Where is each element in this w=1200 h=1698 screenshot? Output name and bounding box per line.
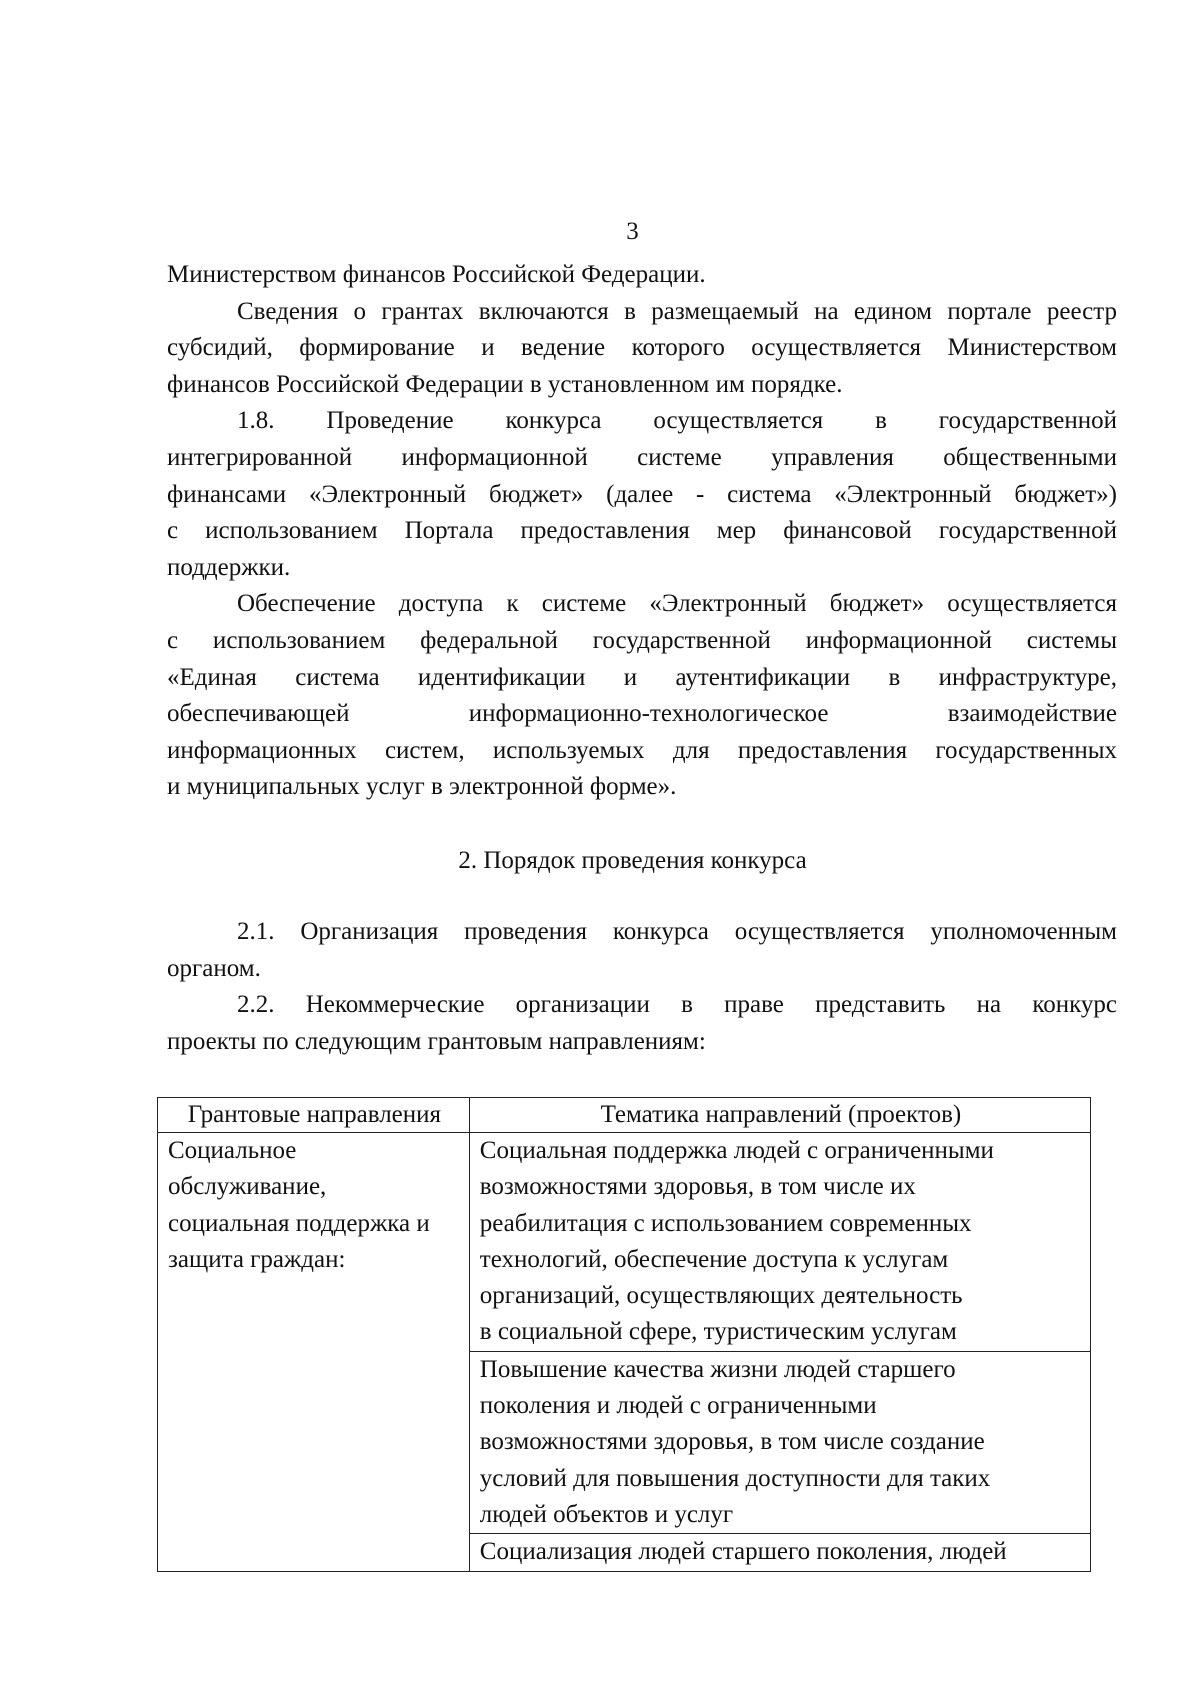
text-line: 1.8. Проведение конкурса осуществляется в государственной bbox=[237, 407, 1117, 435]
cell-line: условий для повышения доступности для таких bbox=[479, 1464, 991, 1492]
paragraph-1-8 bbox=[167, 403, 1117, 586]
paragraph-2-1 bbox=[167, 914, 1117, 987]
text-line: субсидий, формирование и ведение которого осуществляется Министерством bbox=[167, 334, 1117, 362]
paragraph-2-2 bbox=[167, 987, 1117, 1060]
table-row bbox=[158, 1133, 1091, 1352]
intro-text bbox=[167, 257, 1117, 806]
cell-line: Социальная поддержка людей с ограниченными bbox=[479, 1137, 994, 1164]
table-cell-theme bbox=[469, 1133, 1090, 1352]
section-2-text bbox=[167, 914, 1117, 1060]
text-line: информационных систем, используемых для предоставления государственных bbox=[167, 736, 1117, 764]
text-line: Сведения о грантах включаются в размещаемый на едином портале реестр bbox=[237, 297, 1117, 325]
cell-line: в социальной сфере, туристическим услугам bbox=[479, 1318, 957, 1346]
text-line: органом. bbox=[167, 954, 261, 982]
table-header-directions: Грантовые направления bbox=[158, 1098, 470, 1133]
text-line: 2.1. Организация проведения конкурса осуществляется уполномоченным bbox=[237, 918, 1117, 945]
cell-line: обслуживание, bbox=[168, 1173, 327, 1201]
text-line: 2.2. Некоммерческие организации в праве представить на конкурс bbox=[237, 991, 1117, 1019]
cell-line: возможностями здоровья, в том числе их bbox=[479, 1173, 916, 1201]
text-line: Обеспечение доступа к системе «Электронный бюджет» осуществляется bbox=[237, 590, 1117, 618]
text-line: с использованием федеральной государственной информационной системы bbox=[167, 626, 1117, 654]
paragraph-continuation bbox=[167, 257, 1117, 294]
text-line: с использованием Портала предоставления мер финансовой государственной bbox=[167, 517, 1117, 545]
cell-line: организаций, осуществляющих деятельность bbox=[479, 1282, 963, 1310]
cell-line: Социализация людей старшего поколения, людей bbox=[479, 1538, 1007, 1566]
text-line: интегрированной информационной системе управления общественными bbox=[167, 443, 1117, 471]
cell-line: возможностями здоровья, в том числе создание bbox=[479, 1428, 985, 1456]
text-line: финансами «Электронный бюджет» (далее - система «Электронный бюджет») bbox=[167, 480, 1117, 508]
page-number: 3 bbox=[626, 218, 639, 245]
table-header-themes: Тематика направлений (проектов) bbox=[469, 1098, 1090, 1133]
cell-line: Социальное bbox=[168, 1137, 297, 1164]
text-line: Министерством финансов Российской Федерации. bbox=[167, 261, 706, 288]
grant-directions-table bbox=[157, 1097, 1091, 1572]
table-cell-theme bbox=[469, 1534, 1090, 1571]
cell-line: защита граждан: bbox=[168, 1245, 346, 1273]
paragraph-access bbox=[167, 586, 1117, 806]
text-line: и муниципальных услуг в электронной форме». bbox=[167, 773, 677, 801]
text-line: поддержки. bbox=[167, 553, 291, 581]
table-header-row bbox=[158, 1098, 1091, 1133]
cell-line: Повышение качества жизни людей старшего bbox=[479, 1355, 956, 1383]
text-line: обеспечивающей информационно-технологическое взаимодействие bbox=[167, 700, 1117, 728]
table-cell-direction bbox=[158, 1133, 470, 1572]
cell-line: социальная поддержка и bbox=[168, 1209, 430, 1237]
cell-line: технологий, обеспечение доступа к услугам bbox=[479, 1245, 949, 1273]
text-line: «Единая система идентификации и аутентификации в инфраструктуре, bbox=[167, 663, 1117, 691]
text-line: проекты по следующим грантовым направлениям: bbox=[167, 1027, 706, 1055]
cell-line: реабилитация с использованием современных bbox=[479, 1209, 972, 1237]
table-cell-theme bbox=[469, 1351, 1090, 1533]
cell-line: поколения и людей с ограниченными bbox=[479, 1392, 877, 1420]
section-title: 2. Порядок проведения конкурса bbox=[458, 847, 807, 874]
paragraph-grants-registry bbox=[167, 294, 1117, 404]
text-line: финансов Российской Федерации в установленном им порядке. bbox=[167, 370, 843, 398]
cell-line: людей объектов и услуг bbox=[479, 1500, 734, 1528]
